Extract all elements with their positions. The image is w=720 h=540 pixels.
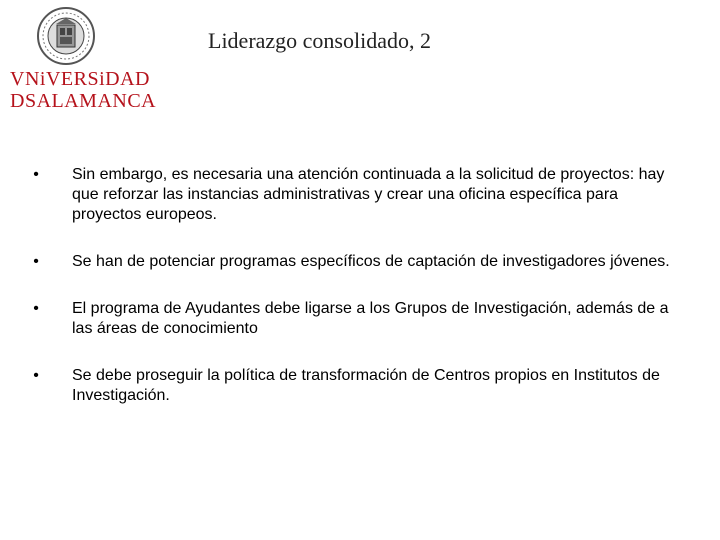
bullet-item [30, 252, 690, 272]
logo-line-2: DSALAMANCA [10, 90, 157, 112]
bullet-text: El programa de Ayudantes debe ligarse a los Grupos de Investigación, además de a las áreas de conocimiento [72, 300, 669, 337]
logo-line-1: VNiVERSiDAD [10, 68, 150, 90]
bullet-list [30, 165, 690, 433]
bullet-item [30, 299, 690, 339]
bullet-icon: • [33, 166, 39, 183]
bullet-text: Se han de potenciar programas específicos de captación de investigadores jóvenes. [72, 253, 670, 270]
bullet-icon: • [33, 367, 39, 384]
slide-title: Liderazgo consolidado, 2 [208, 28, 431, 53]
bullet-item [30, 165, 690, 225]
bullet-item [30, 366, 690, 406]
bullet-text: Sin embargo, es necesaria una atención continuada a la solicitud de proyectos: hay que reforzar las instancias administrativas y crear una oficina específica para proyectos europeos. [72, 166, 665, 223]
bullet-icon: • [33, 253, 39, 270]
university-seal-icon [36, 6, 96, 66]
bullet-text: Se debe proseguir la política de transformación de Centros propios en Institutos de Investigación. [72, 367, 660, 404]
bullet-icon: • [33, 300, 39, 317]
university-logo [10, 68, 157, 112]
